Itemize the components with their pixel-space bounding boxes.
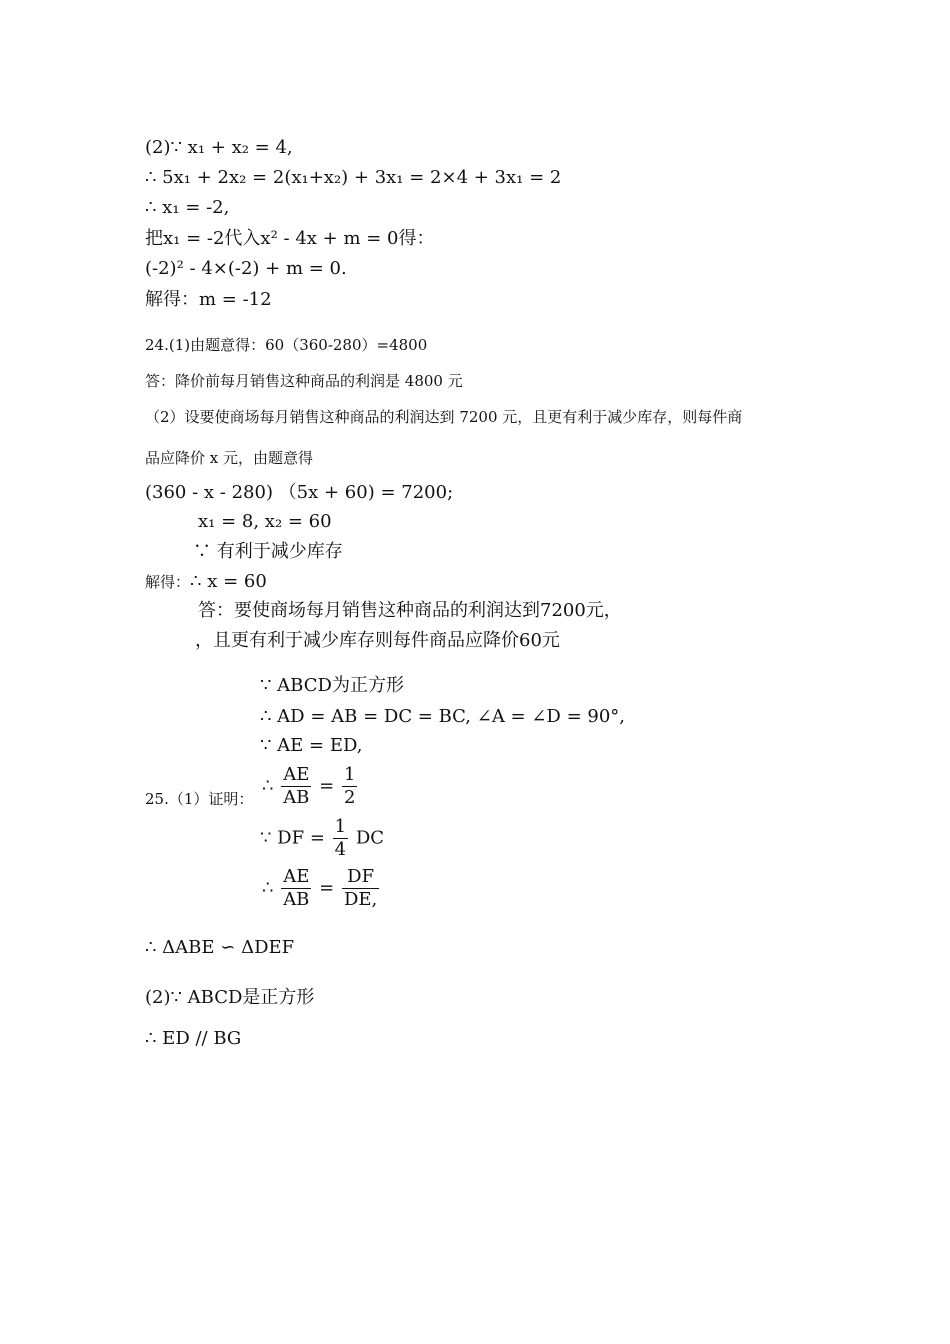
q25-l4-eq: = (319, 775, 335, 797)
q25-line-4 (262, 764, 359, 809)
q24-line-8 (145, 570, 267, 594)
q25-line-6 (262, 866, 381, 911)
q25-l6-prefix: ∴ (262, 877, 274, 899)
q23-line-4: 把x₁ = -2代入x² - 4x + m = 0得： (145, 228, 435, 249)
q24-line-9: 答：要使商场每月销售这种商品的利润达到7200元， (198, 600, 622, 621)
q25-l6-rden: DE, (343, 889, 378, 910)
q24-line-2: 答：降价前每月销售这种商品的利润是 4800 元 (145, 372, 463, 390)
q25-l5-fraction (333, 816, 348, 861)
q24-line-1: 24.(1)由题意得：60（360-280）=4800 (145, 336, 428, 354)
q25-l4-fraction-left (281, 764, 311, 809)
q24-line-10: ，且更有利于减少库存则每件商品应降价60元 (195, 630, 560, 651)
q25-l6-num: AE (281, 866, 311, 889)
q24-solve-label: 解得： (145, 573, 191, 591)
q25-l5-suffix: DC (355, 827, 385, 849)
q25-l4-rnum: 1 (343, 764, 356, 785)
q24-line-3: （2）设要使商场每月销售这种商品的利润达到 7200 元，且更有利于减少库存，则每件商 (145, 408, 743, 426)
q25-l6-fraction-right (342, 866, 379, 911)
q23-line-1: (2)∵ x₁ + x₂ = 4, (145, 137, 293, 158)
q24-line-7: ∵ 有利于减少库存 (193, 541, 343, 562)
q25-line-5 (260, 816, 384, 861)
q25-line-1: ∵ ABCD为正方形 (260, 675, 404, 696)
q24-line-6: x₁ = 8, x₂ = 60 (198, 511, 332, 532)
q23-line-5: (-2)² - 4×(-2) + m = 0. (145, 258, 347, 279)
q25-l4-fraction-right (342, 764, 357, 809)
q25-line-3: ∵ AE = ED, (260, 735, 363, 756)
q25-l6-den: AB (283, 889, 310, 910)
q25-l6-eq: = (319, 877, 335, 899)
q23-line-2: ∴ 5x₁ + 2x₂ = 2(x₁+x₂) + 3x₁ = 2×4 + 3x₁ = 2 (145, 167, 562, 188)
q25-l6-rnum: DF (342, 866, 379, 889)
q23-line-3: ∴ x₁ = -2, (145, 197, 230, 218)
q25-l5-den: 4 (334, 839, 347, 860)
q24-line-4: 品应降价 x 元，由题意得 (145, 449, 313, 467)
q25-line-8: (2)∵ ABCD是正方形 (145, 987, 315, 1008)
q24-solve-result: ∴ x = 60 (190, 571, 267, 592)
q25-l4-num: AE (281, 764, 311, 787)
q25-line-7: ∴ ΔABE ∽ ΔDEF (145, 937, 295, 958)
q25-l4-den: AB (283, 787, 310, 808)
q25-proof-label: 25.（1）证明： (145, 790, 254, 808)
q25-l4-rden: 2 (343, 787, 356, 808)
q24-line-5: (360 - x - 280) （5x + 60) = 7200; (145, 482, 454, 503)
q23-line-6: 解得：m = -12 (145, 289, 272, 310)
q25-l5-num: 1 (334, 816, 347, 837)
q25-l6-fraction-left (281, 866, 311, 911)
q25-line-9: ∴ ED // BG (145, 1028, 242, 1049)
q25-l4-prefix: ∴ (262, 775, 274, 797)
q25-l5-prefix: ∵ DF = (260, 827, 325, 849)
q25-line-2: ∴ AD = AB = DC = BC, ∠A = ∠D = 90°, (260, 706, 626, 727)
